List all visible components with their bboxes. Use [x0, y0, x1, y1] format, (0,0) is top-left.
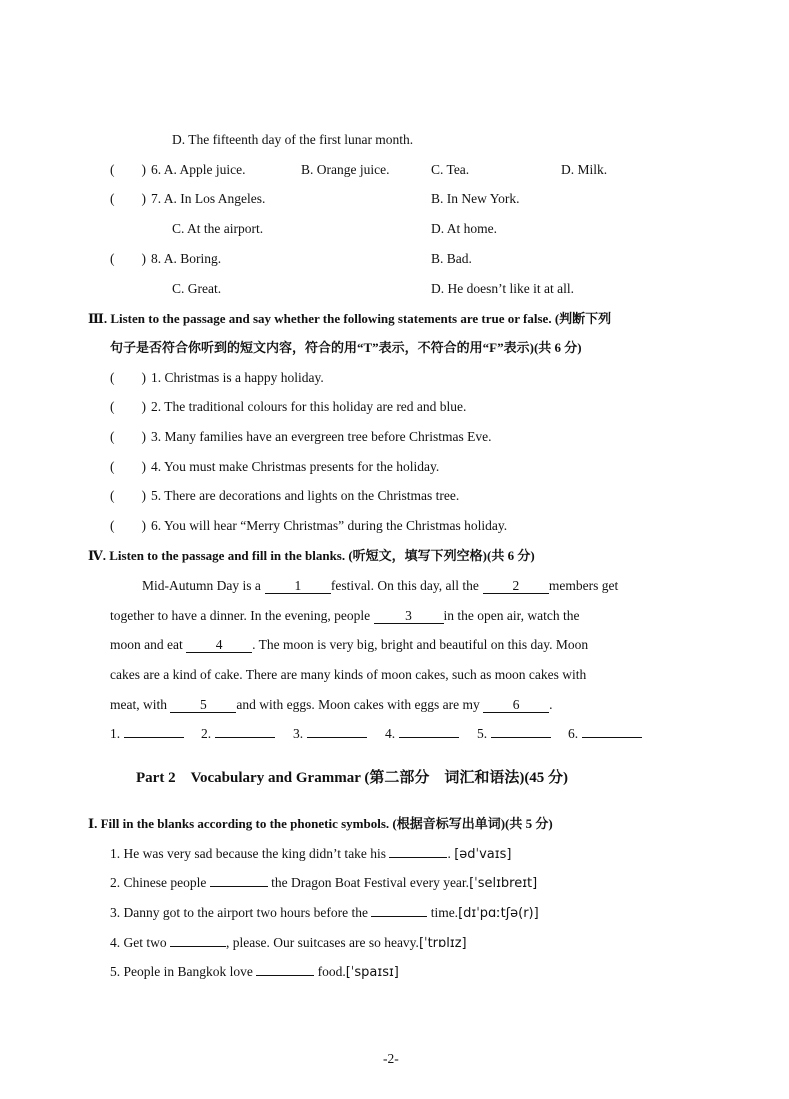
- answer-blank-3[interactable]: 3.: [293, 726, 367, 742]
- option-7b: B. In New York.: [431, 191, 520, 206]
- phonetic-item-1: 1. He was very sad because the king didn’t take his . [ədˈvaɪs]: [110, 846, 512, 862]
- passage-line-5: meat, with 5 and with eggs. Moon cakes with eggs are my 6 .: [110, 697, 553, 712]
- passage-blank-6[interactable]: 6: [483, 698, 549, 713]
- answer-paren-t4[interactable]: ( ): [110, 459, 146, 474]
- section3-heading: Ⅲ. Listen to the passage and say whether the following statements are true or false. (判断下列: [88, 311, 612, 326]
- answer-blank-4[interactable]: 4.: [385, 726, 459, 742]
- passage-blank-1[interactable]: 1: [265, 579, 331, 594]
- option-6b: B. Orange juice.: [301, 162, 390, 177]
- phonetic-blank-3[interactable]: [371, 916, 427, 917]
- passage-blank-3[interactable]: 3: [374, 609, 444, 624]
- passage-line-2: together to have a dinner. In the evening, people 3 in the open air, watch the: [110, 608, 580, 623]
- option-7a: 7. A. In Los Angeles.: [151, 191, 266, 206]
- option-8b: B. Bad.: [431, 251, 472, 266]
- passage-blank-5[interactable]: 5: [170, 698, 236, 713]
- option-6c: C. Tea.: [431, 162, 470, 177]
- statement-3: 3. Many families have an evergreen tree before Christmas Eve.: [151, 429, 492, 444]
- answer-paren-t6[interactable]: ( ): [110, 518, 146, 533]
- passage-line-1: Mid-Autumn Day is a 1 festival. On this day, all the 2 members get: [142, 578, 619, 593]
- answer-paren-8[interactable]: ( ): [110, 251, 146, 266]
- phonetic-blank-1[interactable]: [389, 857, 447, 858]
- statement-6: 6. You will hear “Merry Christmas” during the Christmas holiday.: [151, 518, 508, 533]
- phonetic-blank-4[interactable]: [170, 946, 226, 947]
- phonetic-symbol-4: [ˈtrɒlɪz]: [418, 936, 467, 951]
- answer-blank-1[interactable]: 1.: [110, 726, 184, 742]
- answer-blank-6[interactable]: 6.: [568, 726, 642, 742]
- passage-blank-2[interactable]: 2: [483, 579, 549, 594]
- phonetic-item-2: 2. Chinese people the Dragon Boat Festival every year.[ˈselɪbreɪt]: [110, 875, 538, 891]
- phonetic-blank-2[interactable]: [210, 886, 268, 887]
- option-8a: 8. A. Boring.: [151, 251, 222, 266]
- page-number: -2-: [383, 1051, 399, 1066]
- answer-blank-5[interactable]: 5.: [477, 726, 551, 742]
- option-7d: D. At home.: [431, 221, 497, 236]
- answer-paren-t5[interactable]: ( ): [110, 488, 146, 503]
- answer-paren-t3[interactable]: ( ): [110, 429, 146, 444]
- option-6d: D. Milk.: [561, 162, 608, 177]
- answer-paren-t1[interactable]: ( ): [110, 370, 146, 385]
- answer-paren-6[interactable]: ( ): [110, 162, 146, 177]
- option-8c: C. Great.: [172, 281, 222, 296]
- passage-blank-4[interactable]: 4: [186, 638, 252, 653]
- answer-blank-2[interactable]: 2.: [201, 726, 275, 742]
- answer-paren-t2[interactable]: ( ): [110, 399, 146, 414]
- passage-line-4: cakes are a kind of cake. There are many kinds of moon cakes, such as moon cakes with: [110, 667, 587, 682]
- phonetic-symbol-2: [ˈselɪbreɪt]: [469, 876, 538, 891]
- statement-5: 5. There are decorations and lights on the Christmas tree.: [151, 488, 460, 503]
- statement-1: 1. Christmas is a happy holiday.: [151, 370, 324, 385]
- option-5d: D. The fifteenth day of the first lunar month.: [172, 132, 414, 147]
- phonetic-symbol-5: [ˈspaɪsɪ]: [345, 965, 399, 980]
- answer-paren-7[interactable]: ( ): [110, 191, 146, 206]
- phonetic-symbol-3: [dɪˈpɑːtʃə(r)]: [458, 906, 539, 921]
- phonetic-item-3: 3. Danny got to the airport two hours before the time.[dɪˈpɑːtʃə(r)]: [110, 905, 539, 921]
- option-6a: 6. A. Apple juice.: [151, 162, 246, 177]
- option-8d: D. He doesn’t like it at all.: [431, 281, 574, 296]
- phonetic-item-5: 5. People in Bangkok love food.[ˈspaɪsɪ]: [110, 964, 399, 980]
- part2-title: Part 2 Vocabulary and Grammar (第二部分 词汇和语法)(45 分): [136, 770, 569, 786]
- section4-heading: Ⅳ. Listen to the passage and fill in the blanks. (听短文，填写下列空格)(共 6 分): [88, 548, 535, 563]
- phonetic-blank-5[interactable]: [256, 975, 314, 976]
- passage-line-3: moon and eat 4 . The moon is very big, bright and beautiful on this day. Moon: [110, 637, 589, 652]
- section3-heading-cont: 句子是否符合你听到的短文内容，符合的用“T”表示，不符合的用“F”表示)(共 6 分): [110, 340, 582, 355]
- section1-heading: Ⅰ. Fill in the blanks according to the phonetic symbols. (根据音标写出单词)(共 5 分): [88, 816, 553, 831]
- phonetic-symbol-1: [ədˈvaɪs]: [454, 847, 512, 862]
- statement-2: 2. The traditional colours for this holiday are red and blue.: [151, 399, 467, 414]
- phonetic-item-4: 4. Get two , please. Our suitcases are so heavy.[ˈtrɒlɪz]: [110, 935, 467, 951]
- statement-4: 4. You must make Christmas presents for the holiday.: [151, 459, 440, 474]
- option-7c: C. At the airport.: [172, 221, 264, 236]
